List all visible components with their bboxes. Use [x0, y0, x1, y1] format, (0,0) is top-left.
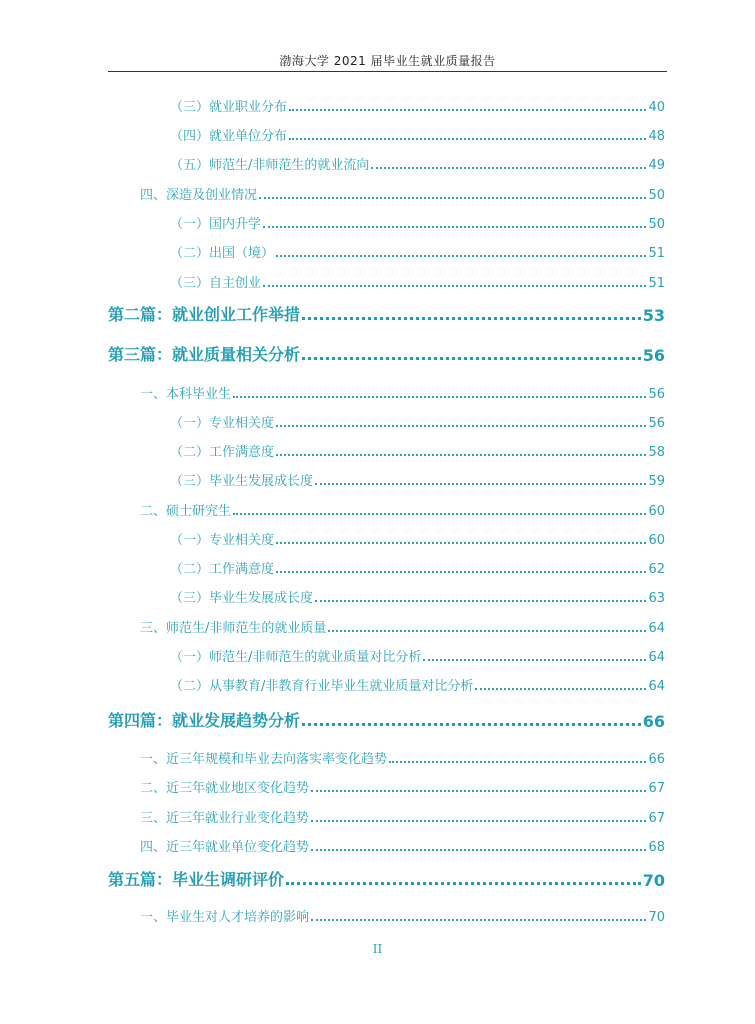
toc-leader-dots: [276, 425, 646, 427]
toc-entry-label: （五）师范生/非师范生的就业流向: [170, 158, 370, 173]
toc-entry-label: （二）从事教育/非教育行业毕业生就业质量对比分析: [170, 679, 474, 694]
toc-entry-page: 50: [648, 188, 665, 203]
toc-entry-label: （一）专业相关度: [170, 416, 275, 431]
toc-entry[interactable]: [170, 645, 665, 665]
toc-leader-dots: [302, 357, 641, 360]
toc-entry[interactable]: [140, 616, 665, 636]
page-number: II: [372, 942, 383, 956]
toc-entry-label: （二）出国（境）: [170, 246, 275, 261]
report-header-title: 渤海大学 2021 届毕业生就业质量报告: [279, 54, 496, 68]
toc-leader-dots: [389, 761, 646, 763]
toc-leader-dots: [311, 820, 646, 822]
toc-entry-page: 70: [648, 910, 665, 925]
toc-entry[interactable]: [170, 586, 665, 606]
toc-leader-dots: [286, 882, 641, 885]
toc-entry-label: （四）就业单位分布: [170, 129, 288, 144]
toc-leader-dots: [423, 659, 646, 661]
toc-entry-label: 四、深造及创业情况: [140, 188, 258, 203]
toc-leader-dots: [328, 630, 646, 632]
toc-entry-label: 二、近三年就业地区变化趋势: [140, 781, 310, 796]
toc-entry-label: （三）就业职业分布: [170, 100, 288, 115]
toc-leader-dots: [276, 454, 646, 456]
toc-entry-page: 62: [648, 562, 665, 577]
toc-entry-page: 56: [648, 416, 665, 431]
toc-entry[interactable]: [170, 95, 665, 115]
toc-entry[interactable]: [140, 382, 665, 402]
toc-entry-label: 一、近三年规模和毕业去向落实率变化趋势: [140, 752, 388, 767]
toc-entry[interactable]: [140, 747, 665, 767]
toc-entry-page: 59: [648, 474, 665, 489]
toc-leader-dots: [276, 571, 646, 573]
toc-leader-dots: [289, 138, 646, 140]
toc-entry-label: 二、硕士研究生: [140, 504, 232, 519]
toc-entry-label: 一、毕业生对人才培养的影响: [140, 910, 310, 925]
toc-leader-dots: [259, 197, 646, 199]
toc-entry-label: 三、近三年就业行业变化趋势: [140, 811, 310, 826]
toc-entry[interactable]: [170, 528, 665, 548]
toc-chapter-entry[interactable]: [108, 870, 665, 890]
toc-entry[interactable]: [140, 183, 665, 203]
toc-entry-label: （一）专业相关度: [170, 533, 275, 548]
toc-entry[interactable]: [140, 499, 665, 519]
toc-entry-label: （二）工作满意度: [170, 562, 275, 577]
toc-entry-label: 第二篇：就业创业工作举措: [108, 305, 301, 324]
toc-entry-label: 第四篇：就业发展趋势分析: [108, 711, 301, 730]
toc-entry-page: 64: [648, 621, 665, 636]
toc-entry-label: （三）毕业生发展成长度: [170, 474, 314, 489]
toc-entry-page: 48: [648, 129, 665, 144]
toc-entry-label: 一、本科毕业生: [140, 387, 232, 402]
toc-leader-dots: [302, 317, 641, 320]
toc-entry-page: 51: [648, 276, 665, 291]
toc-leader-dots: [276, 542, 646, 544]
toc-entry-page: 64: [648, 679, 665, 694]
toc-entry-page: 68: [648, 840, 665, 855]
toc-entry-page: 70: [642, 871, 665, 890]
toc-leader-dots: [263, 285, 646, 287]
toc-entry[interactable]: [140, 806, 665, 826]
toc-entry[interactable]: [170, 557, 665, 577]
toc-entry[interactable]: [170, 124, 665, 144]
toc-leader-dots: [311, 790, 646, 792]
toc-leader-dots: [475, 688, 646, 690]
toc-entry-page: 50: [648, 217, 665, 232]
toc-entry-label: （一）国内升学: [170, 217, 262, 232]
toc-entry-label: 四、近三年就业单位变化趋势: [140, 840, 310, 855]
toc-leader-dots: [233, 396, 646, 398]
toc-entry[interactable]: [170, 411, 665, 431]
toc-leader-dots: [289, 109, 646, 111]
toc-entry[interactable]: [170, 153, 665, 173]
toc-entry-label: 第三篇：就业质量相关分析: [108, 345, 301, 364]
toc-leader-dots: [315, 483, 646, 485]
toc-leader-dots: [315, 600, 646, 602]
toc-entry[interactable]: [170, 212, 665, 232]
toc-entry-page: 58: [648, 445, 665, 460]
toc-entry-label: （三）毕业生发展成长度: [170, 591, 314, 606]
toc-leader-dots: [371, 167, 646, 169]
toc-entry-page: 63: [648, 591, 665, 606]
toc-entry-page: 67: [648, 781, 665, 796]
toc-entry-page: 40: [648, 100, 665, 115]
toc-leader-dots: [276, 255, 646, 257]
toc-entry-page: 56: [648, 387, 665, 402]
toc-entry-page: 60: [648, 533, 665, 548]
toc-entry-page: 60: [648, 504, 665, 519]
toc-entry[interactable]: [140, 905, 665, 925]
toc-entry-page: 66: [648, 752, 665, 767]
toc-entry[interactable]: [170, 674, 665, 694]
toc-entry-page: 67: [648, 811, 665, 826]
toc-entry-label: 第五篇：毕业生调研评价: [108, 870, 285, 889]
toc-leader-dots: [302, 723, 641, 726]
toc-leader-dots: [263, 226, 646, 228]
toc-entry-page: 51: [648, 246, 665, 261]
toc-leader-dots: [311, 919, 646, 921]
toc-leader-dots: [311, 849, 646, 851]
toc-entry[interactable]: [170, 440, 665, 460]
toc-entry-page: 56: [642, 346, 665, 365]
toc-entry-page: 49: [648, 158, 665, 173]
toc-entry-label: （二）工作满意度: [170, 445, 275, 460]
toc-entry-label: 三、师范生/非师范生的就业质量: [140, 621, 327, 636]
toc-chapter-entry[interactable]: [108, 711, 665, 731]
toc-entry-page: 66: [642, 712, 665, 731]
toc-entry[interactable]: [170, 271, 665, 291]
toc-entry[interactable]: [140, 835, 665, 855]
toc-leader-dots: [233, 513, 646, 515]
toc-entry-page: 53: [642, 306, 665, 325]
toc-chapter-entry[interactable]: [108, 345, 665, 365]
toc-entry-page: 64: [648, 650, 665, 665]
toc-entry-label: （一）师范生/非师范生的就业质量对比分析: [170, 650, 422, 665]
toc-entry[interactable]: [170, 469, 665, 489]
toc-chapter-entry[interactable]: [108, 305, 665, 325]
toc-entry[interactable]: [140, 776, 665, 796]
toc-entry[interactable]: [170, 241, 665, 261]
toc-entry-label: （三）自主创业: [170, 276, 262, 291]
